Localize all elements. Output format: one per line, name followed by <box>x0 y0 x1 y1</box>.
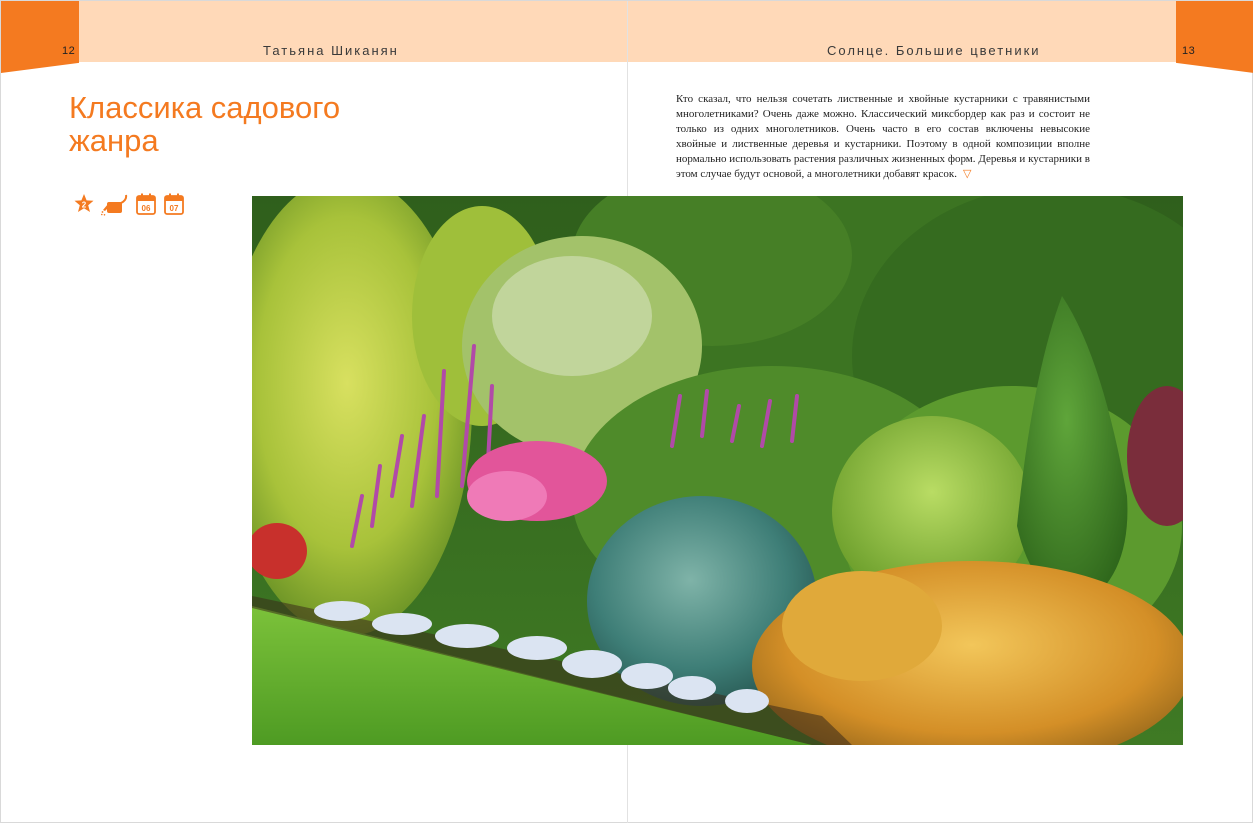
calendar-month-label: 06 <box>141 204 151 213</box>
calendar-month-label: 07 <box>169 204 179 213</box>
article-body-text: Кто сказал, что нельзя сочетать лиственные и хвойные кустарники с травянистыми многолетниками? Очень даже можно. Классический миксбордер как раз и состоит не только из одних многолетников. Очень часто в его состав включены невысокие хвойные и лиственные деревья и кустарники. Поэтому в одной композиции вполне нормально использовать растения различных жизненных форм. Деревья и кустарники в этом случае будут основой, а многолетники добавят красок. <box>676 93 1090 180</box>
watering-can-icon <box>101 192 129 216</box>
garden-mixborder-photo <box>252 196 1183 745</box>
article-body <box>676 92 1090 182</box>
right-page-tab <box>1176 1 1253 73</box>
right-page-number: 13 <box>1182 45 1196 57</box>
right-running-head: Солнце. Большие цветники <box>827 43 1041 58</box>
star-badge-icon <box>73 192 95 216</box>
left-running-head: Татьяна Шиканян <box>263 43 399 58</box>
plant-info-icons <box>73 191 185 217</box>
calendar-icon <box>163 192 185 216</box>
left-page-tab <box>1 1 79 73</box>
left-page-number: 12 <box>62 45 76 57</box>
end-of-article-marker: ▽ <box>962 168 972 180</box>
star-badge-label: 2 <box>81 200 87 210</box>
article-title: Классика садового жанра <box>69 90 341 158</box>
calendar-icon <box>135 192 157 216</box>
